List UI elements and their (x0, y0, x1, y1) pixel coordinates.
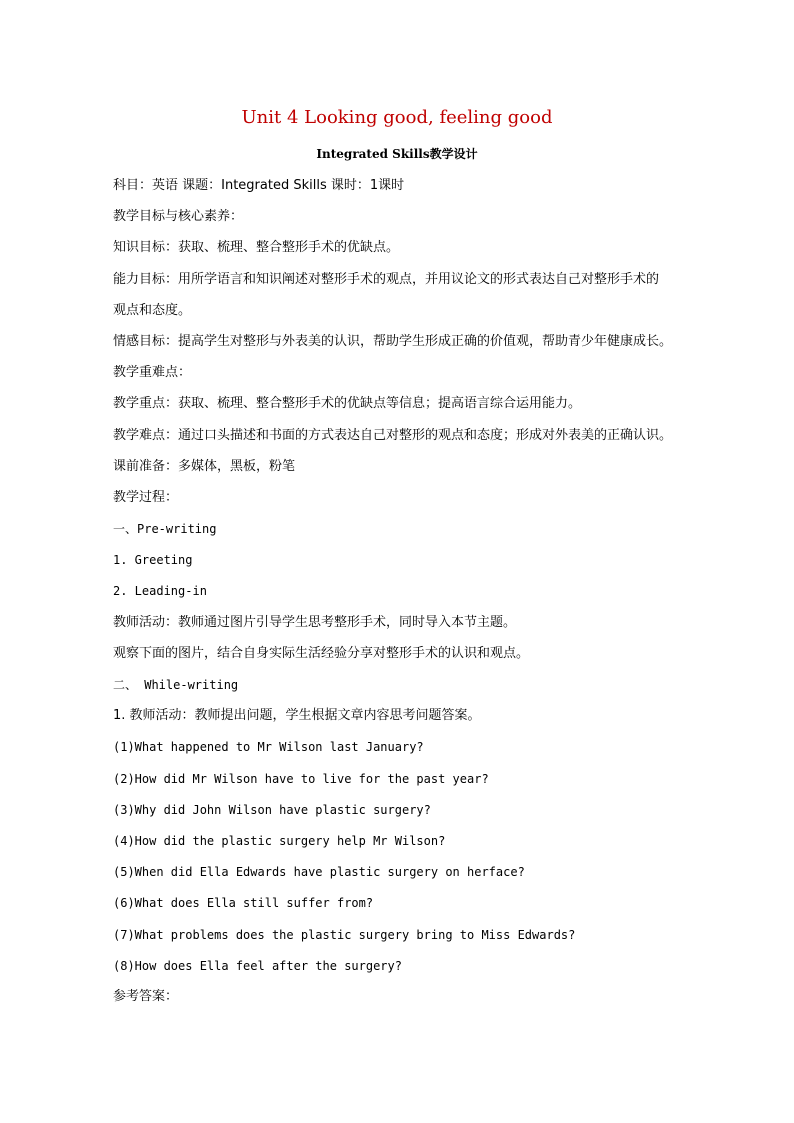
body-line: 情感目标：提高学生对整形与外表美的认识，帮助学生形成正确的价值观，帮助青少年健康成长。 (113, 333, 673, 349)
body-line: 能力目标：用所学语言和知识阐述对整形手术的观点，并用议论文的形式表达自己对整形手术的 (113, 271, 660, 287)
body-line: (6)What does Ella still suffer from? (113, 896, 374, 911)
document-title: Unit 4 Looking good, feeling good (241, 107, 553, 128)
body-line: 知识目标：获取、梳理、整合整形手术的优缺点。 (113, 240, 400, 256)
body-line: 教学难点：通过口头描述和书面的方式表达自己对整形的观点和态度；形成对外表美的正确认识。 (113, 427, 673, 443)
body-line: (5)When did Ella Edwards have plastic surgery on herface? (113, 865, 525, 880)
body-line: 1. 教师活动：教师提出问题，学生根据文章内容思考问题答案。 (113, 708, 481, 724)
body-line: (4)How did the plastic surgery help Mr Wilson? (113, 833, 446, 848)
body-line: 教学重难点： (113, 365, 192, 381)
body-line: (2)How did Mr Wilson have to live for the past year? (113, 771, 489, 786)
body-line: 观点和态度。 (113, 302, 192, 318)
body-line: 参考答案： (113, 988, 179, 1004)
body-line: 观察下面的图片，结合自身实际生活经验分享对整形手术的认识和观点。 (113, 645, 530, 661)
body-line: 1. Greeting (113, 553, 193, 568)
body-line: (7)What problems does the plastic surgery bring to Miss Edwards? (113, 927, 576, 942)
body-line: (1)What happened to Mr Wilson last January? (113, 740, 424, 755)
document-body (113, 175, 713, 1017)
body-line: 2. Leading-in (113, 584, 207, 599)
body-line: 一、Pre-writing (113, 522, 217, 537)
body-line: 二、 While-writing (113, 678, 239, 692)
body-line: 教学目标与核心素养： (113, 209, 244, 225)
body-line: (3)Why did John Wilson have plastic surgery? (113, 802, 431, 817)
body-line: 教师活动：教师通过图片引导学生思考整形手术，同时导入本节主题。 (113, 614, 517, 630)
body-line: 教学重点：获取、梳理、整合整形手术的优缺点等信息；提高语言综合运用能力。 (113, 396, 582, 412)
body-line: 课前准备：多媒体，黑板，粉笔 (113, 458, 296, 474)
body-line: 科目：英语 课题：Integrated Skills 课时：1课时 (113, 178, 405, 193)
document-subtitle: Integrated Skills教学设计 (316, 147, 478, 161)
body-line: (8)How does Ella feel after the surgery? (113, 958, 402, 973)
body-line: 教学过程： (113, 489, 179, 505)
